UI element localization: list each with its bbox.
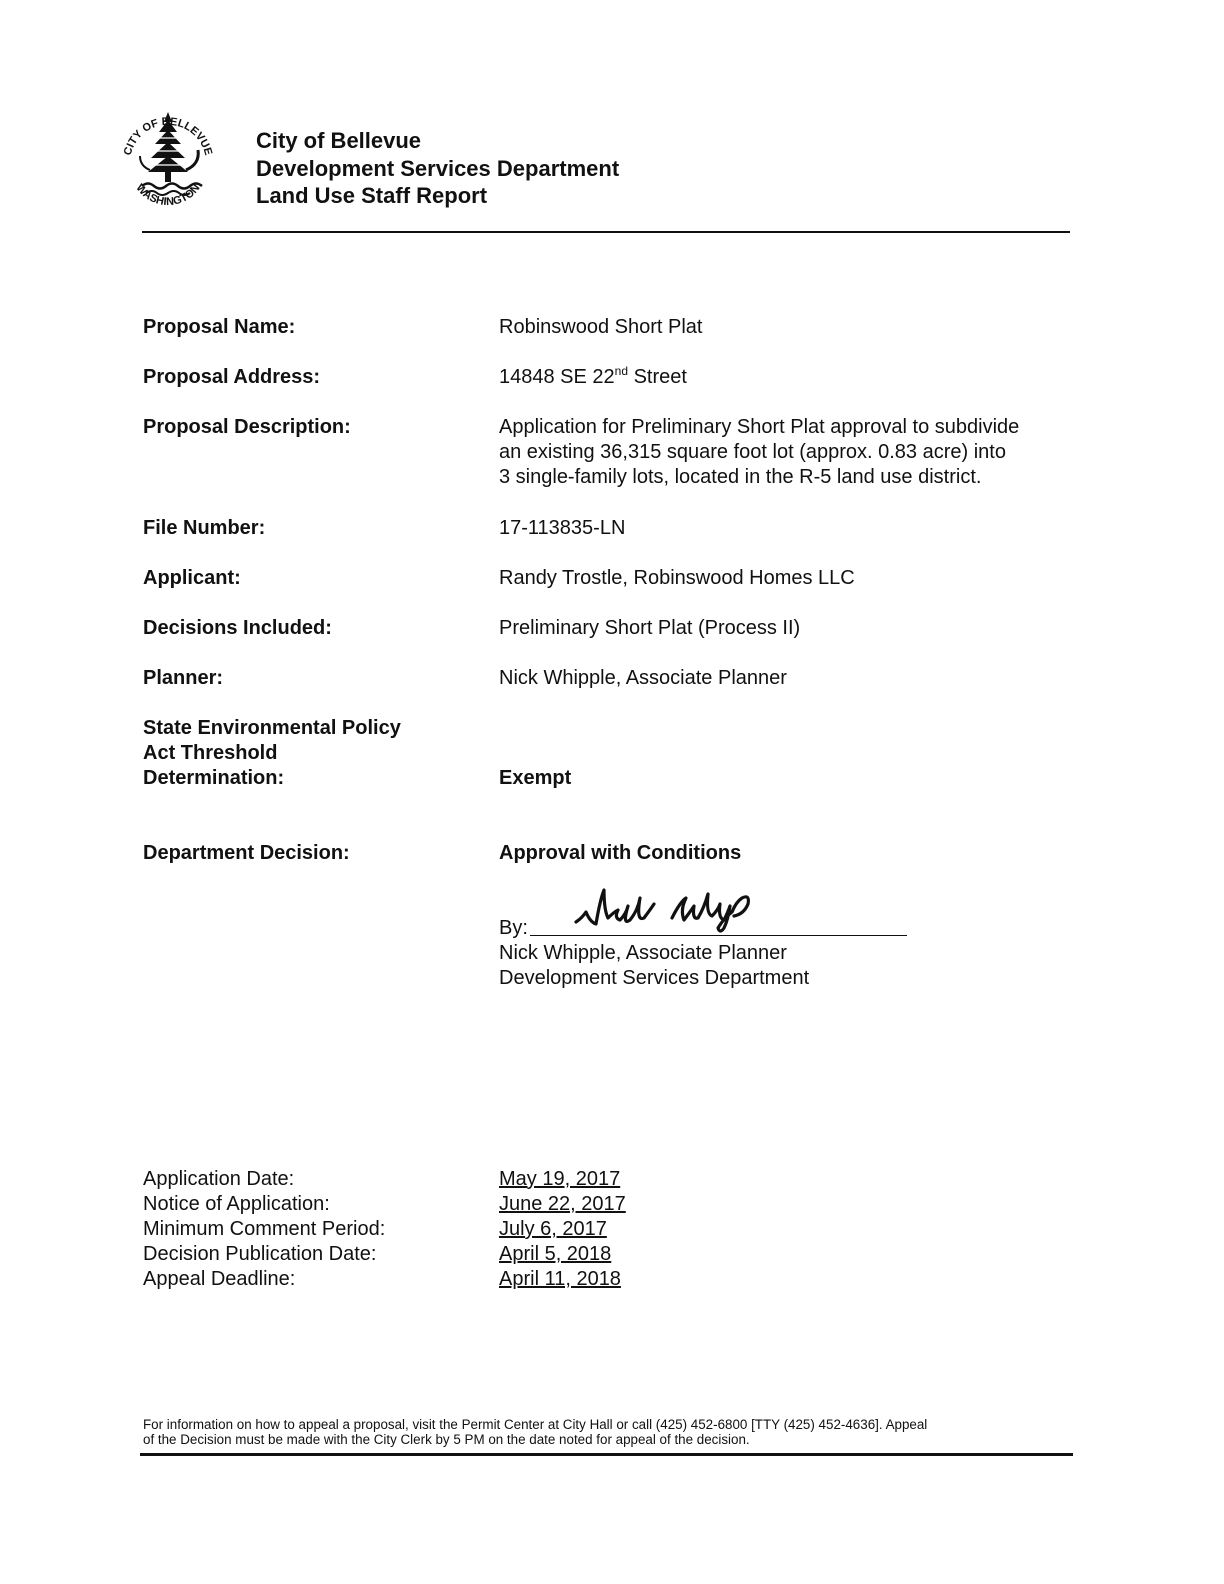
proposal-address-ordinal: nd xyxy=(614,364,629,378)
proposal-address-street-number: 14848 SE 22 xyxy=(499,366,615,388)
sepa-determination-value: Exempt xyxy=(499,767,572,789)
proposal-address-street-suffix: Street xyxy=(628,366,687,388)
notice-of-application-value: June 22, 2017 xyxy=(499,1193,626,1215)
proposal-description-line-3: 3 single-family lots, located in the R-5 land use district. xyxy=(499,466,982,488)
footer-divider xyxy=(140,1453,1073,1456)
minimum-comment-period-label: Minimum Comment Period: xyxy=(143,1218,386,1240)
file-number-label: File Number: xyxy=(143,517,266,539)
decisions-included-label: Decisions Included: xyxy=(143,617,332,639)
applicant-label: Applicant: xyxy=(143,567,241,589)
signatory-name: Nick Whipple, Associate Planner xyxy=(499,942,787,964)
department-decision-value: Approval with Conditions xyxy=(499,842,742,864)
city-of-bellevue-seal-icon xyxy=(112,100,224,220)
application-date-value: May 19, 2017 xyxy=(499,1168,621,1190)
sepa-label-line-1: State Environmental Policy xyxy=(143,717,401,739)
applicant-value: Randy Trostle, Robinswood Homes LLC xyxy=(499,567,855,589)
proposal-address-value xyxy=(499,365,687,390)
appeal-deadline-label: Appeal Deadline: xyxy=(143,1268,296,1290)
header-department: Development Services Department xyxy=(256,156,620,181)
proposal-name-label: Proposal Name: xyxy=(143,316,296,338)
proposal-description-line-2: an existing 36,315 square foot lot (approx. 0.83 acre) into xyxy=(499,441,1006,463)
decision-publication-date-value: April 5, 2018 xyxy=(499,1243,612,1265)
svg-text:WASHINGTON: WASHINGTON xyxy=(133,181,203,209)
proposal-description-label: Proposal Description: xyxy=(143,416,351,438)
planner-label: Planner: xyxy=(143,667,224,689)
appeal-deadline-value: April 11, 2018 xyxy=(499,1268,621,1290)
header-city-name: City of Bellevue xyxy=(256,128,422,153)
signature-line xyxy=(530,935,907,936)
svg-text:CITY OF BELLEVUE: CITY OF BELLEVUE xyxy=(121,115,215,157)
header-report-title: Land Use Staff Report xyxy=(256,183,488,208)
signature-by-label: By: xyxy=(499,917,528,939)
decisions-included-value: Preliminary Short Plat (Process II) xyxy=(499,617,801,639)
decision-publication-date-label: Decision Publication Date: xyxy=(143,1243,377,1265)
appeal-note-line-2: of the Decision must be made with the City Clerk by 5 PM on the date noted for appeal of the decision. xyxy=(143,1432,750,1447)
header-divider xyxy=(142,231,1070,233)
handwritten-signature xyxy=(568,878,808,934)
sepa-label-line-2: Act Threshold xyxy=(143,742,278,764)
proposal-address-label: Proposal Address: xyxy=(143,366,321,388)
proposal-name-value: Robinswood Short Plat xyxy=(499,316,703,338)
appeal-information-note xyxy=(143,1417,1078,1447)
proposal-description-line-1: Application for Preliminary Short Plat approval to subdivide xyxy=(499,416,1020,438)
notice-of-application-label: Notice of Application: xyxy=(143,1193,330,1215)
department-decision-label: Department Decision: xyxy=(143,842,350,864)
sepa-label-line-3: Determination: xyxy=(143,767,285,789)
minimum-comment-period-value: July 6, 2017 xyxy=(499,1218,607,1240)
planner-value: Nick Whipple, Associate Planner xyxy=(499,667,787,689)
file-number-value: 17-113835-LN xyxy=(499,517,626,539)
appeal-note-line-1: For information on how to appeal a proposal, visit the Permit Center at City Hall or call (425) 452-6800 [TTY (425) 452-4636]. Appeal xyxy=(143,1417,928,1432)
application-date-label: Application Date: xyxy=(143,1168,295,1190)
signatory-department: Development Services Department xyxy=(499,967,810,989)
